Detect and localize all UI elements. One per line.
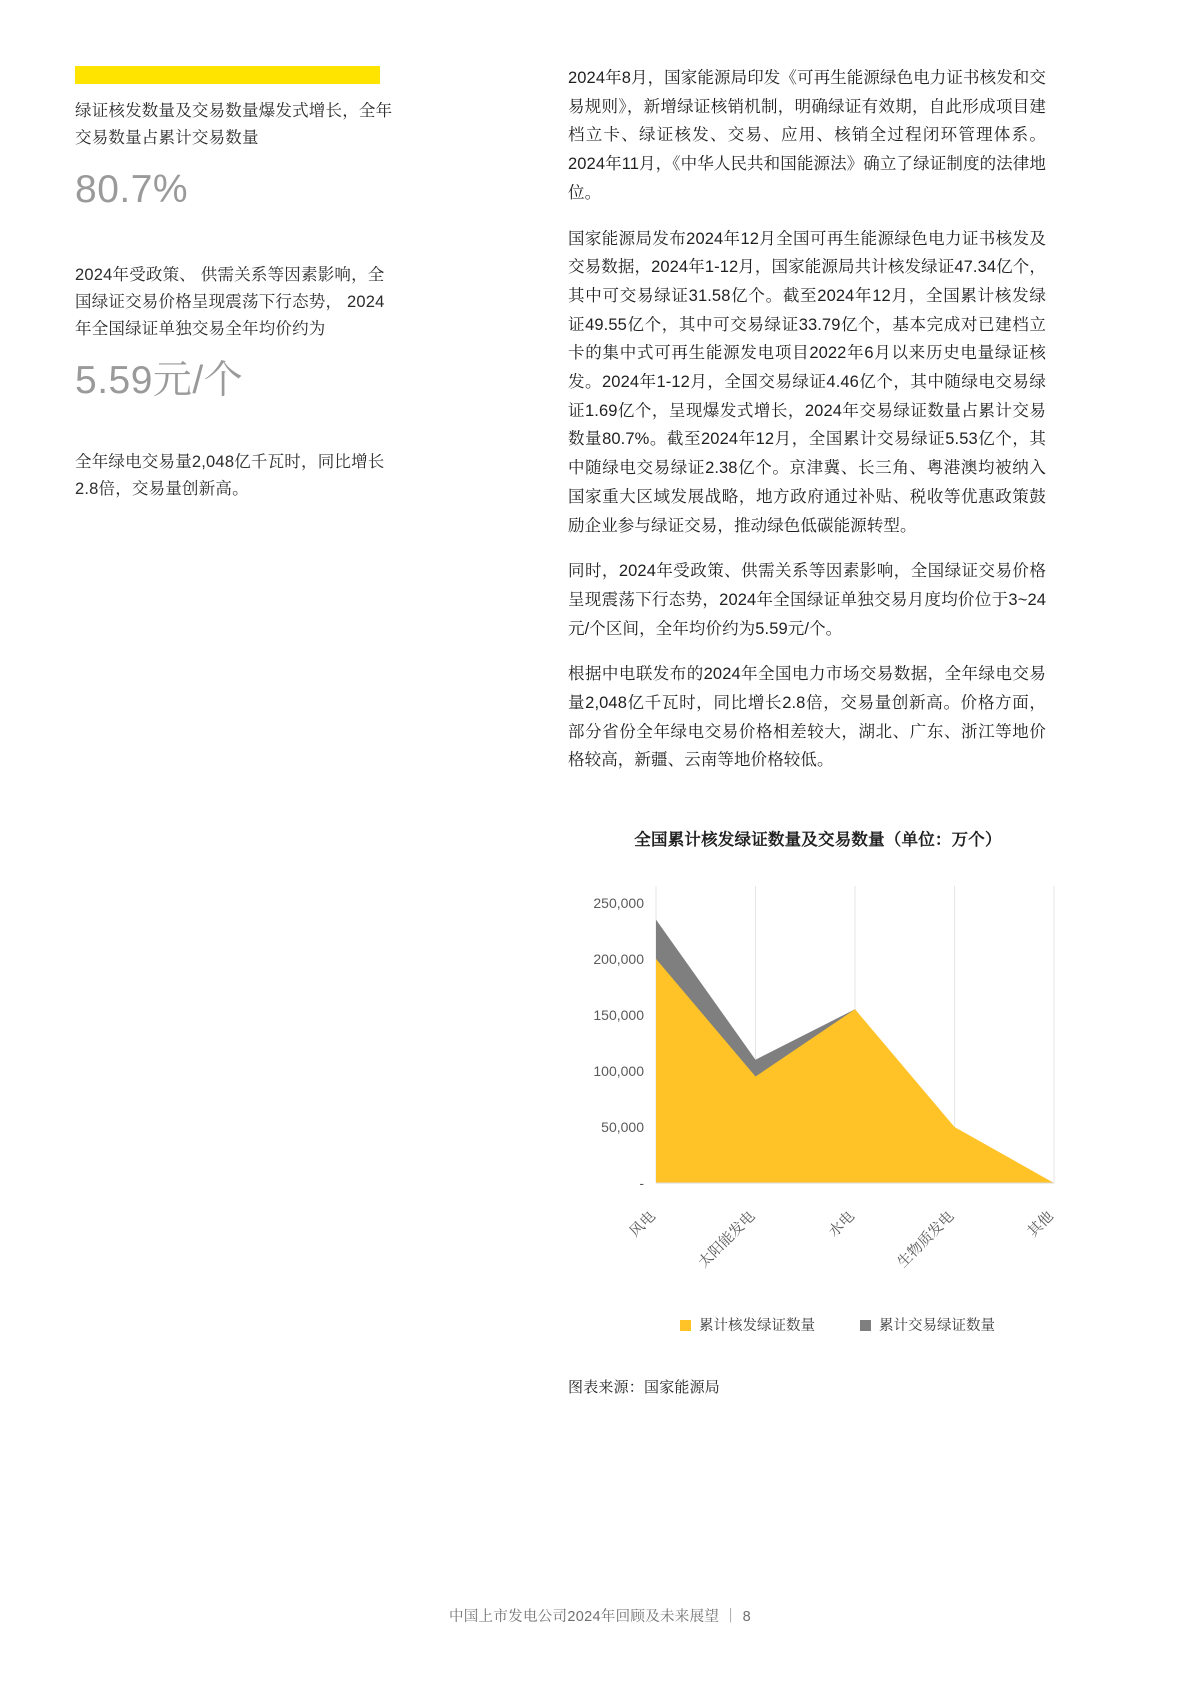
y-axis-tick-label: 150,000 — [593, 1006, 644, 1023]
y-axis-tick-label: - — [639, 1175, 644, 1191]
y-axis-tick-label: 200,000 — [593, 950, 644, 967]
legend-label: 累计交易绿证数量 — [879, 1318, 995, 1334]
chart-title: 全国累计核发绿证数量及交易数量（单位：万个） — [634, 831, 1002, 849]
paragraph-1: 2024年8月，国家能源局印发《可再生能源绿色电力证书核发和交易规则》，新增绿证核销机制，明确绿证有效期，自此形成项目建档立卡、绿证核发、交易、应用、核销全过程闭环管理体系。2024年11月，《中华人民共和国能源法》确立了绿证制度的法律地位。 — [568, 69, 1046, 202]
yellow-accent-bar — [75, 66, 380, 84]
x-axis-category-label: 太阳能发电 — [695, 1208, 759, 1272]
callout-spacer-2 — [75, 409, 395, 449]
x-axis-category-label: 生物质发电 — [894, 1208, 958, 1272]
callout-2-text: 2024年受政策、 供需关系等因素影响，全国绿证交易价格呈现震荡下行态势， 2024年全国绿证单独交易全年均价约为 — [75, 266, 385, 338]
x-axis-category-label: 其他 — [1025, 1208, 1057, 1241]
y-axis-tick-label: 50,000 — [601, 1118, 644, 1135]
callout-3-text: 全年绿电交易量2,048亿千瓦时，同比增长2.8倍，交易量创新高。 — [75, 453, 385, 499]
legend-label: 累计核发绿证数量 — [699, 1318, 815, 1334]
legend-swatch — [860, 1320, 871, 1331]
callout-spacer-1 — [75, 218, 395, 262]
x-axis-category-label: 风电 — [627, 1208, 659, 1241]
paragraph-3: 同时，2024年受政策、供需关系等因素影响，全国绿证交易价格呈现震荡下行态势，2024年全国绿证单独交易月度均价位于3~24元/个区间，全年均价约为5.59元/个。 — [568, 562, 1046, 638]
left-callout-column — [75, 66, 395, 503]
callout-1-stat: 80.7% — [75, 168, 189, 212]
x-axis-category-label: 水电 — [826, 1208, 858, 1241]
body-text-column — [568, 64, 1046, 792]
paragraph-4: 根据中电联发布的2024年全国电力市场交易数据，全年绿电交易量2,048亿千瓦时，同比增长2.8倍，交易量创新高。价格方面，部分省份全年绿电交易价格相差较大，湖北、广东、浙江等地价格较高，新疆、云南等地价格较低。 — [568, 665, 1046, 770]
chart-figure — [568, 826, 1068, 1397]
callout-1-text: 绿证核发数量及交易数量爆发式增长，全年交易数量占累计交易数量 — [75, 102, 393, 147]
callout-2-stat: 5.59元/个 — [75, 359, 244, 403]
chart-source-note: 图表来源：国家能源局 — [568, 1379, 721, 1396]
paragraph-2: 国家能源局发布2024年12月全国可再生能源绿色电力证书核发及交易数据，2024年1-12月，国家能源局共计核发绿证47.34亿个，其中可交易绿证31.58亿个。截至2024年12月，全国累计核发绿证49.55亿个，其中可交易绿证33.79亿个，基本完成对已建档立卡的集中式可再生能源发电项目2022年6月以来历史电量绿证核发。2024年1-12月，全国交易绿证4.46亿个，其中随绿电交易绿证1.69亿个，呈现爆发式增长，2024年交易绿证数量占累计交易数量80.7%。截至2024年12月，全国累计交易绿证5.53亿个，其中随绿电交易绿证2.38亿个。京津冀、长三角、粤港澳均被纳入国家重大区域发展战略，地方政府通过补贴、税收等优惠政策鼓励企业参与绿证交易，推动绿色低碳能源转型。 — [568, 229, 1046, 535]
area-chart-svg — [568, 868, 1068, 1358]
chart-plot-area — [568, 868, 1068, 1358]
y-axis-tick-label: 100,000 — [593, 1062, 644, 1079]
page-footer: 中国上市发电公司2024年回顾及未来展望 ｜ 8 — [448, 1609, 752, 1625]
y-axis-tick-label: 250,000 — [593, 894, 644, 911]
legend-swatch — [680, 1320, 691, 1331]
